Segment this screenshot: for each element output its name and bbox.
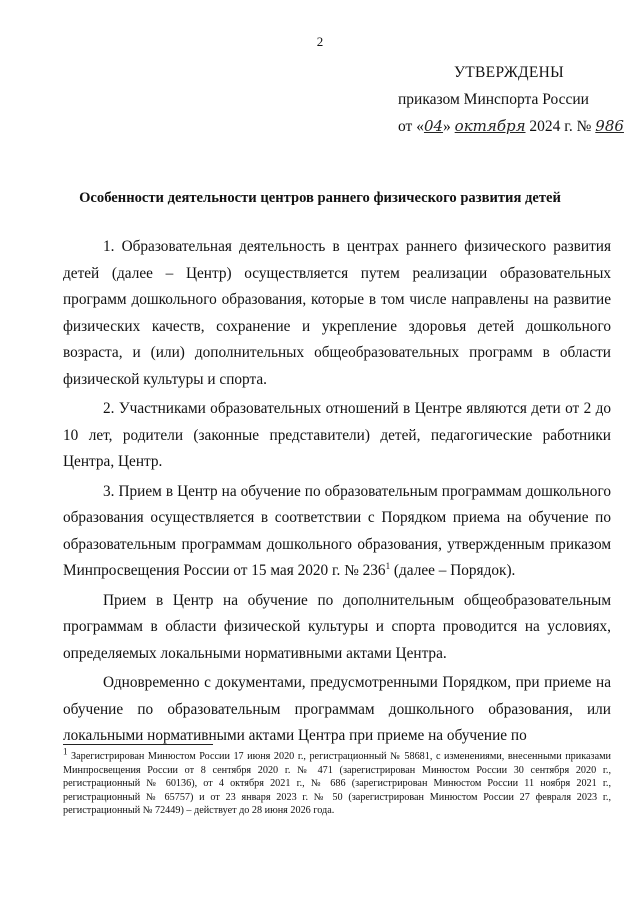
footnote-divider (63, 744, 213, 745)
paragraph-5: Одновременно с документами, предусмотренными Порядком, при приеме на обучение по образовательным программам дошкольного образования, или локальными нормативными актами Центра при приеме на обучение по (63, 674, 611, 744)
footnote-reference[interactable]: 1 (385, 560, 391, 571)
paragraph-3 (63, 479, 611, 585)
document-body (63, 234, 611, 750)
paragraph-1: 1. Образовательная деятельность в центрах раннего физического развития детей (далее – Центр) осуществляется путем реализации образовательных программ дошкольного образования, которые в том числе направлены на развитие физических качеств, сохранение и укрепление здоровья детей дошкольного возраста, и (или) дополнительных общеобразовательных программ в области физической культуры и спорта. (63, 238, 611, 388)
date-mid: » (443, 118, 455, 135)
approval-heading: УТВЕРЖДЕНЫ (454, 64, 564, 81)
approval-date-line (398, 113, 624, 140)
approval-order: приказом Минспорта России (398, 91, 589, 108)
date-prefix: от « (398, 118, 424, 135)
paragraph-2: 2. Участниками образовательных отношений в Центре являются дети от 2 до 10 лет, родители (законные представители) детей, педагогические работники Центра, Центр. (63, 400, 611, 470)
paragraph-3-tail: (далее – Порядок). (390, 562, 516, 579)
footnote (63, 746, 611, 818)
footnote-text: Зарегистрирован Минюстом России 17 июня 2020 г., регистрационный № 58681, с изменениями, внесенными приказами Минпросвещения России от 8 сентября 2020 г. № 471 (зарегистрирован Минюстом России 30 сентября 2020 г., регистрационный № 60136), от 4 октября 2021 г., № 686 (зарегистрирован Минюстом России 11 ноября 2021 г., регистрационный № 65757) и от 23 января 2023 г. № 50 (зарегистрирован Минюстом России 27 февраля 2023 г., регистрационный № 72449) – действует до 28 июня 2026 года. (63, 751, 611, 817)
page-number: 2 (316, 34, 324, 49)
document-title: Особенности деятельности центров раннего физического развития детей (79, 190, 561, 206)
paragraph-4: Прием в Центр на обучение по дополнительным общеобразовательным программам в области физической культуры и спорта проводится на условиях, определяемых локальными нормативными актами Центра. (63, 591, 611, 662)
handwritten-day: 04 (423, 117, 444, 135)
handwritten-number: 986 (595, 117, 624, 135)
footnote-marker: 1 (63, 746, 68, 757)
handwritten-month: октября (454, 117, 526, 135)
paragraph-3-text: 3. Прием в Центр на обучение по образовательным программам дошкольного образования осуществляется в соответствии с Порядком приема на обучение по образовательным программам дошкольного образования, утвержденным приказом Минпросвещения России от 15 мая 2020 г. № 236 (63, 482, 611, 579)
date-year: 2024 г. № (525, 118, 596, 135)
